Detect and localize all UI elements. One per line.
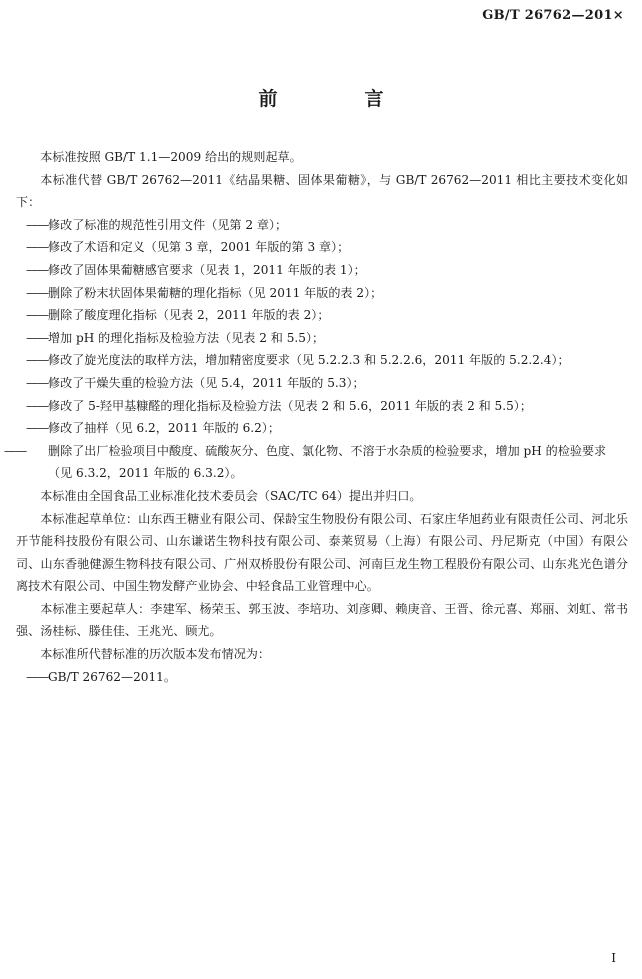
list-item [16,236,628,259]
dash-marker: —— [26,353,49,368]
dash-marker: —— [4,443,27,458]
dash-marker: —— [26,217,49,232]
dash-marker: —— [26,262,49,277]
dash-marker: —— [26,398,49,413]
page-title: 前 言 [258,88,418,110]
paragraph-proposer: 本标准由全国食品工业标准化技术委员会（SAC/TC 64）提出并归口。 [40,488,422,503]
dash-marker: —— [26,240,49,255]
dash-marker: —— [26,285,49,300]
dash-marker: —— [26,669,49,684]
list-item-text: 修改了固体果葡糖感官要求（见表 1，2011 年版的表 1）； [48,262,366,277]
list-item-text: 增加 pH 的理化指标及检验方法（见表 2 和 5.5）； [48,330,325,345]
list-item-text: 修改了干燥失重的检验方法（见 5.4，2011 年版的 5.3）； [48,375,365,390]
list-item-text: 修改了标准的规范性引用文件（见第 2 章）； [48,217,288,232]
change-list [4,214,628,485]
list-item [16,349,628,372]
list-item-text: 删除了粉末状固体果葡糖的理化指标（见 2011 年版的表 2）； [48,285,383,300]
paragraph-history-intro: 本标准所代替标准的历次版本发布情况为： [40,647,270,662]
list-item [16,372,628,395]
list-item-text: 修改了 5-羟甲基糠醛的理化指标及检验方法（见表 2 和 5.6，2011 年版的表 2 和 5.5）； [48,398,532,413]
paragraph-drafters: 本标准主要起草人：李建军、杨荣玉、郭玉波、李培功、刘彦卿、赖庚音、王晋、徐元喜、郑丽、刘虹、常书强、汤桂标、滕佳佳、王兆光、顾尤。 [16,601,628,639]
list-item-text: 修改了旋光度法的取样方法，增加精密度要求（见 5.2.2.3 和 5.2.2.6，2011 年版的 5.2.2.4）； [48,353,570,368]
list-item [16,395,628,418]
dash-marker: —— [26,421,49,436]
list-item [16,282,628,305]
list-item [16,214,628,237]
list-item [16,304,628,327]
foreword-body [4,146,628,688]
list-item [4,440,628,485]
list-item-text: 修改了抽样（见 6.2，2011 年版的 6.2）； [48,421,280,436]
list-item [16,327,628,350]
dash-marker: —— [26,308,49,323]
list-item [16,259,628,282]
history-item [16,666,628,689]
paragraph-replacement: 本标准代替 GB/T 26762—2011《结晶果糖、固体果葡糖》，与 GB/T 26762—2011 相比主要技术变化如下： [16,172,628,210]
list-item-text: 修改了术语和定义（见第 3 章，2001 年版的第 3 章）； [48,240,350,255]
paragraph-drafting-units: 本标准起草单位：山东西王糖业有限公司、保龄宝生物股份有限公司、石家庄华旭药业有限责任公司、河北乐开节能科技股份有限公司、山东谦诺生物科技有限公司、泰莱贸易（上海）有限公司、丹尼斯克（中国）有限公司、山东香驰健源生物科技有限公司、广州双桥股份有限公司、河南巨龙生物工程股份有限公司、山东兆光色谱分离技术有限公司、中国生物发酵产业协会、中轻食品工业管理中心。 [16,511,628,594]
list-item [16,417,628,440]
standard-code-header: GB/T 26762—201× [482,8,624,23]
list-item-text: 删除了出厂检验项目中酸度、硫酸灰分、色度、氯化物、不溶于水杂质的检验要求，增加 pH 的检验要求（见 6.3.2，2011 年版的 6.3.2）。 [48,443,607,481]
paragraph-drafting-rules: 本标准按照 GB/T 1.1—2009 给出的规则起草。 [40,150,302,164]
page-number: I [611,951,616,965]
history-item-text: GB/T 26762—2011。 [48,669,176,684]
dash-marker: —— [26,375,49,390]
dash-marker: —— [26,330,49,345]
list-item-text: 删除了酸度理化指标（见表 2，2011 年版的表 2）； [48,308,330,323]
